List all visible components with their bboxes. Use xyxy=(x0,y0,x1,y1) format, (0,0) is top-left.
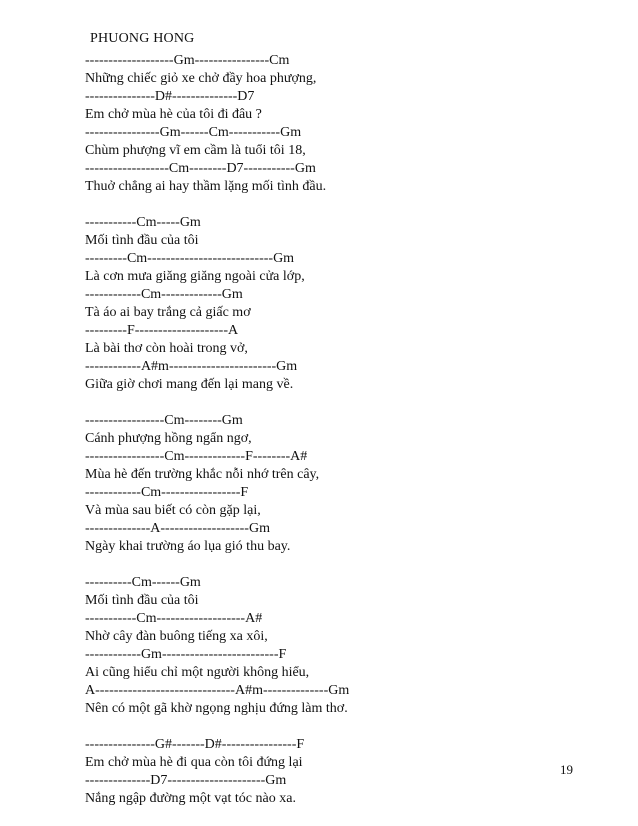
stanza-2 xyxy=(85,214,585,394)
chord-line: -----------Cm-------------------A# xyxy=(85,611,263,626)
chord-line: ---------Cm---------------------------Gm xyxy=(85,251,295,266)
page-number: 19 xyxy=(560,762,573,777)
chord-line: ------------A#m-----------------------Gm xyxy=(85,359,298,374)
chord-line: ------------Cm-----------------F xyxy=(85,485,249,500)
stanza-5 xyxy=(85,736,585,808)
stanza-1 xyxy=(85,52,585,196)
lyric-line: Nên có một gã khờ ngọng nghịu đứng làm thơ. xyxy=(85,701,348,716)
chord-line: ---------------D#--------------D7 xyxy=(85,89,255,104)
chord-line: ---------------G#-------D#----------------F xyxy=(85,737,305,752)
lyric-line: Những chiếc giỏ xe chở đầy hoa phượng, xyxy=(85,71,317,86)
lyric-line: Mùa hè đến trường khắc nỗi nhớ trên cây, xyxy=(85,467,320,482)
chord-line: ------------------Cm--------D7-----------Gm xyxy=(85,161,316,176)
chord-line: ---------F--------------------A xyxy=(85,323,239,338)
lyric-line: Tà áo ai bay trắng cả giấc mơ xyxy=(85,305,251,320)
chord-line: ------------Gm-------------------------F xyxy=(85,647,287,662)
lyric-line: Cánh phượng hồng ngẩn ngơ, xyxy=(85,431,252,446)
lyric-line: Em chở mùa hè đi qua còn tôi đứng lại xyxy=(85,755,303,770)
chord-line: --------------D7---------------------Gm xyxy=(85,773,287,788)
stanza-3 xyxy=(85,412,585,556)
lyric-line: Em chở mùa hè của tôi đi đâu ? xyxy=(85,107,262,122)
lyric-line: Ngày khai trường áo lụa gió thu bay. xyxy=(85,539,291,554)
lyric-line: Giữa giờ chơi mang đến lại mang về. xyxy=(85,377,294,392)
lyric-line: Ai cũng hiểu chỉ một người không hiểu, xyxy=(85,665,310,680)
lyrics-body xyxy=(85,52,585,808)
lyric-line: Mối tình đầu của tôi xyxy=(85,233,199,248)
chord-line: -----------Cm-----Gm xyxy=(85,215,201,230)
stanza-4 xyxy=(85,574,585,718)
lyric-line: Chùm phượng vĩ em cầm là tuổi tôi 18, xyxy=(85,143,306,158)
chord-line: ------------Cm-------------Gm xyxy=(85,287,243,302)
lyric-line: Nhờ cây đàn buông tiếng xa xôi, xyxy=(85,629,268,644)
lyric-line: Là bài thơ còn hoài trong vở, xyxy=(85,341,248,356)
lyric-line: Thuở chẳng ai hay thầm lặng mối tình đầu. xyxy=(85,179,327,194)
lyric-line: Mối tình đầu của tôi xyxy=(85,593,199,608)
chord-line: -------------------Gm----------------Cm xyxy=(85,53,290,68)
chord-line: ----------Cm------Gm xyxy=(85,575,201,590)
lyric-line: Là cơn mưa giăng giăng ngoài cửa lớp, xyxy=(85,269,305,284)
chord-line: A------------------------------A#m--------------Gm xyxy=(85,683,350,698)
chord-line: -----------------Cm-------------F--------A# xyxy=(85,449,308,464)
chord-line: ----------------Gm------Cm-----------Gm xyxy=(85,125,302,140)
chord-line: -----------------Cm--------Gm xyxy=(85,413,243,428)
lyric-line: Và mùa sau biết có còn gặp lại, xyxy=(85,503,261,518)
page-title: PHUONG HONG xyxy=(90,31,195,46)
lyric-line: Nắng ngập đường một vạt tóc nào xa. xyxy=(85,791,296,806)
chord-line: --------------A-------------------Gm xyxy=(85,521,270,536)
